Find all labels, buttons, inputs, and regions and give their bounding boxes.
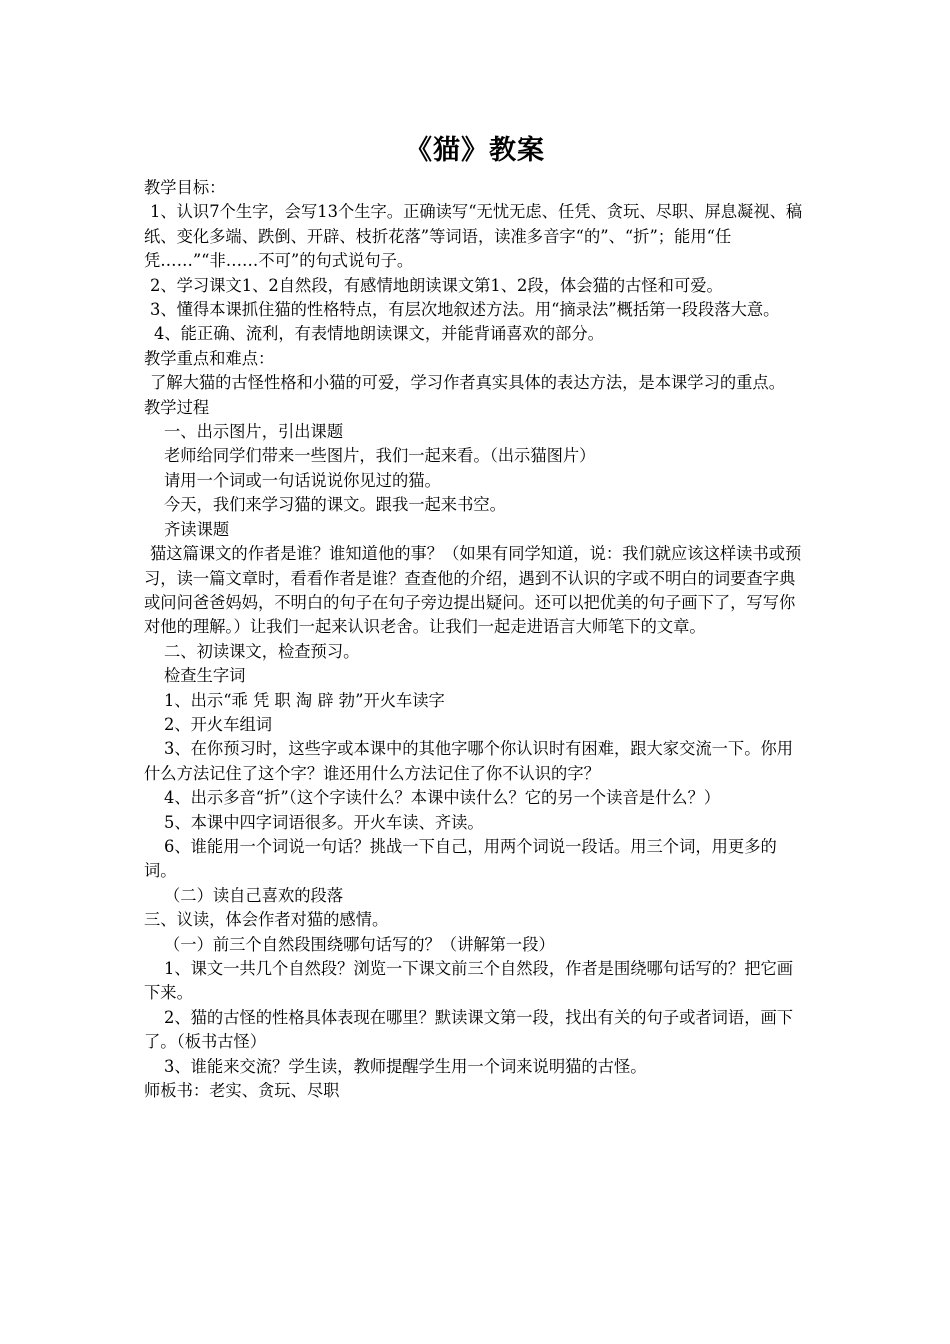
step-2-item-1: 1、出示“乖 凭 职 淘 辟 勃”开火车读字 bbox=[164, 690, 445, 710]
step-2-heading: 二、初读课文，检查预习。 bbox=[164, 641, 360, 661]
document-body bbox=[144, 176, 809, 1103]
step-1-line-2: 请用一个词或一句话说说你见过的猫。 bbox=[164, 470, 441, 490]
heading-key-points: 教学重点和难点： bbox=[144, 348, 275, 368]
step-1-heading: 一、出示图片，引出课题 bbox=[164, 422, 344, 442]
step-3-heading: 三、议读，体会作者对猫的感情。 bbox=[144, 910, 389, 930]
page-title: 《猫》教案 bbox=[405, 135, 545, 166]
step-1-line-3: 今天，我们来学习猫的课文。跟我一起来书空。 bbox=[164, 495, 506, 515]
step-2-item-5: 5、本课中四字词语很多。开火车读、齐读。 bbox=[164, 812, 484, 832]
step-2-item-4: 4、出示多音“折”（这个字读什么？本课中读什么？它的另一个读音是什么？） bbox=[164, 788, 721, 808]
objective-4: 4、能正确、流利，有表情地朗读课文，并能背诵喜欢的部分。 bbox=[154, 324, 604, 344]
heading-objectives: 教学目标： bbox=[144, 178, 226, 197]
step-2-line-1: 检查生字词 bbox=[164, 666, 246, 686]
board-writing: 师板书：老实、贪玩、尽职 bbox=[144, 1081, 340, 1101]
objective-1: 1、认识7个生字，会写13个生字。正确读写“无忧无虑、任凭、贪玩、尽职、屏息凝视、稿纸、变化多端、跌倒、开辟、枝折花落”等词语，读准多音字“的”、“折”；能用“任凭……”“非……不可”的句式说句子。 bbox=[144, 202, 803, 271]
step-3-item-3: 3、谁能来交流？学生读，教师提醒学生用一个词来说明猫的古怪。 bbox=[164, 1056, 647, 1076]
objective-3: 3、懂得本课抓住猫的性格特点，有层次地叙述方法。用“摘录法”概括第一段段落大意。 bbox=[150, 300, 780, 320]
step-2-item-3: 3、在你预习时，这些字或本课中的其他字哪个你认识时有困难，跟大家交流一下。你用什么方法记住了这个字？谁还用什么方法记住了你不认识的字？ bbox=[144, 739, 794, 783]
step-2-item-2: 2、开火车组词 bbox=[164, 714, 273, 734]
step-2-item-6: 6、谁能用一个词说一句话？挑战一下自己，用两个词说一段话。用三个词，用更多的词。 bbox=[144, 836, 777, 881]
step-1-line-4: 齐读课题 bbox=[164, 519, 230, 539]
step-2-sub-2: （二）读自己喜欢的段落 bbox=[164, 885, 344, 905]
objective-2: 2、学习课文1、2自然段，有感情地朗读课文第1、2段，体会猫的古怪和可爱。 bbox=[150, 275, 723, 295]
step-1-line-1: 老师给同学们带来一些图片，我们一起来看。（出示猫图片） bbox=[164, 446, 596, 466]
heading-process: 教学过程 bbox=[144, 397, 210, 417]
step-3-sub-1: （一）前三个自然段围绕哪句话写的？（讲解第一段） bbox=[164, 934, 555, 954]
step-3-item-2: 2、猫的古怪的性格具体表现在哪里？默读课文第一段，找出有关的句子或者词语，画下了。（板书古怪） bbox=[144, 1007, 794, 1052]
author-paragraph: 猫这篇课文的作者是谁？谁知道他的事？（如果有同学知道，说：我们就应该这样读书或预习，读一篇文章时，看看作者是谁？查查他的介绍，遇到不认识的字或不明白的词要查字典或问问爸爸妈妈，不明白的句子在句子旁边提出疑问。还可以把优美的句子画下了，写写你对他的理解。）让我们一起来认识老舍。让我们一起走进语言大师笔下的文章。 bbox=[144, 544, 802, 637]
step-3-item-1: 1、课文一共几个自然段？浏览一下课文前三个自然段，作者是围绕哪句话写的？把它画下来。 bbox=[144, 959, 794, 1003]
key-points-text: 了解大猫的古怪性格和小猫的可爱，学习作者真实具体的表达方法，是本课学习的重点。 bbox=[150, 373, 785, 393]
